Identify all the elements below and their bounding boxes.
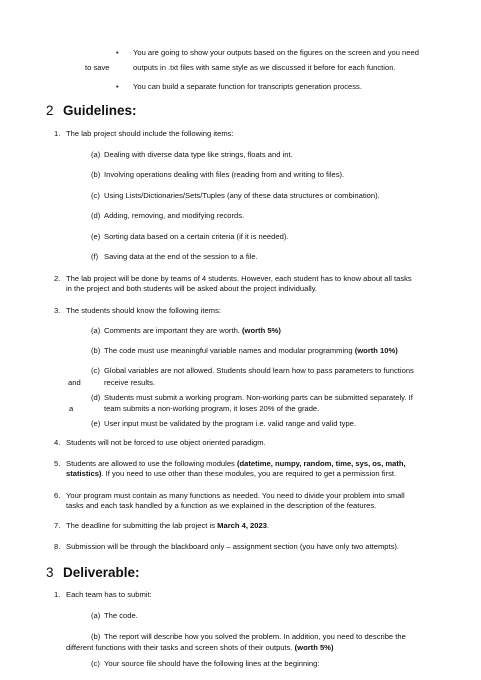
sub-lead: and	[68, 378, 81, 387]
sub-label: (e)	[91, 232, 101, 241]
sub-label: (d)	[91, 211, 101, 220]
item-number: 7.	[54, 521, 61, 530]
item5-line1: Students are allowed to use the following modules (datetime, numpy, random, time, sys, os, math,	[66, 459, 406, 468]
bullet2-text: You can build a separate function for transcripts generation process.	[133, 82, 362, 91]
section2-number: 2	[46, 103, 54, 118]
sub-label: (b)	[91, 632, 101, 641]
sub-text: The code.	[104, 611, 138, 620]
section3-number: 3	[46, 565, 54, 580]
item1-text: The lab project should include the following items:	[66, 129, 234, 138]
item2-line2: in the project and both students will be asked about the project individually.	[66, 284, 318, 293]
sub-label: (f)	[91, 252, 99, 261]
sub-label: (d)	[91, 393, 101, 402]
sub-label: (c)	[91, 366, 100, 375]
item3-text: The students should know the following items:	[66, 306, 221, 315]
item-number: 8.	[54, 542, 61, 551]
sub-label: (b)	[91, 170, 101, 179]
item6-line2: tasks and each task handled by a function as we explained in the description of the features.	[66, 501, 377, 510]
bullet1-line1: You are going to show your outputs based on the figures on the screen and you need	[133, 48, 419, 57]
item-number: 6.	[54, 491, 61, 500]
sub-text: Using Lists/Dictionaries/Sets/Tuples (any of these data structures or combination).	[104, 191, 380, 200]
sub-line2: team submits a non-working program, it loses 20% of the grade.	[104, 404, 320, 413]
item-number: 1.	[54, 129, 61, 138]
sub-line1: Students must submit a working program. Non-working parts can be submitted separately. If	[104, 393, 413, 402]
section2-title: Guidelines:	[63, 103, 137, 118]
item4-text: Students will not be forced to use object oriented paradigm.	[66, 438, 266, 447]
item-number: 3.	[54, 306, 61, 315]
item-number: 4.	[54, 438, 61, 447]
bullet1-line2: outputs in .txt files with same style as we discussed it before for each function.	[133, 63, 396, 72]
sub-label: (c)	[91, 659, 100, 668]
item5-line2: statistics). If you need to use other than these modules, you are required to get a permission first.	[66, 469, 397, 478]
sub-label: (a)	[91, 150, 101, 159]
deliverable-text: Each team has to submit:	[66, 590, 152, 599]
sub-text: Sorting data based on a certain criteria (if it is needed).	[104, 232, 289, 241]
sub-text: Comments are important they are worth. (worth 5%)	[104, 326, 281, 335]
sub-text: Saving data at the end of the session to a file.	[104, 252, 258, 261]
sub-line1: Global variables are not allowed. Students should learn how to pass parameters to functions	[104, 366, 414, 375]
sub-label: (c)	[91, 191, 100, 200]
sub-line2: different functions with their tasks and screen shots of their outputs. (worth 5%)	[66, 643, 334, 652]
item8-text: Submission will be through the blackboard only – assignment section (you have only two attempts).	[66, 542, 400, 551]
item-number: 2.	[54, 274, 61, 283]
sub-text: User input must be validated by the program i.e. valid range and valid type.	[104, 419, 356, 428]
item2-line1: The lab project will be done by teams of 4 students. However, each student has to know about all tasks	[66, 274, 412, 283]
section3-title: Deliverable:	[63, 565, 140, 580]
sub-line1: The report will describe how you solved the problem. In addition, you need to describe the	[104, 632, 406, 641]
item-number: 1.	[54, 590, 61, 599]
item-number: 5.	[54, 459, 61, 468]
sub-text: Involving operations dealing with files (reading from and writing to files).	[104, 170, 345, 179]
sub-text: Dealing with diverse data type like strings, floats and int.	[104, 150, 293, 159]
sub-text: Your source file should have the following lines at the beginning:	[104, 659, 320, 668]
sub-line2: receive results.	[104, 378, 156, 387]
sub-label: (a)	[91, 326, 101, 335]
sub-label: (e)	[91, 419, 101, 428]
sub-lead: a	[69, 404, 74, 413]
bullet-icon: •	[116, 82, 119, 91]
sub-text: The code must use meaningful variable names and modular programming (worth 10%)	[104, 346, 398, 355]
sub-text: Adding, removing, and modifying records.	[104, 211, 245, 220]
item7-text: The deadline for submitting the lab project is March 4, 2023.	[66, 521, 270, 530]
bullet1-lead: to save	[85, 63, 110, 72]
item6-line1: Your program must contain as many functions as needed. You need to divide your problem into small	[66, 491, 405, 500]
bullet-icon: •	[116, 48, 119, 57]
sub-label: (b)	[91, 346, 101, 355]
sub-label: (a)	[91, 611, 101, 620]
